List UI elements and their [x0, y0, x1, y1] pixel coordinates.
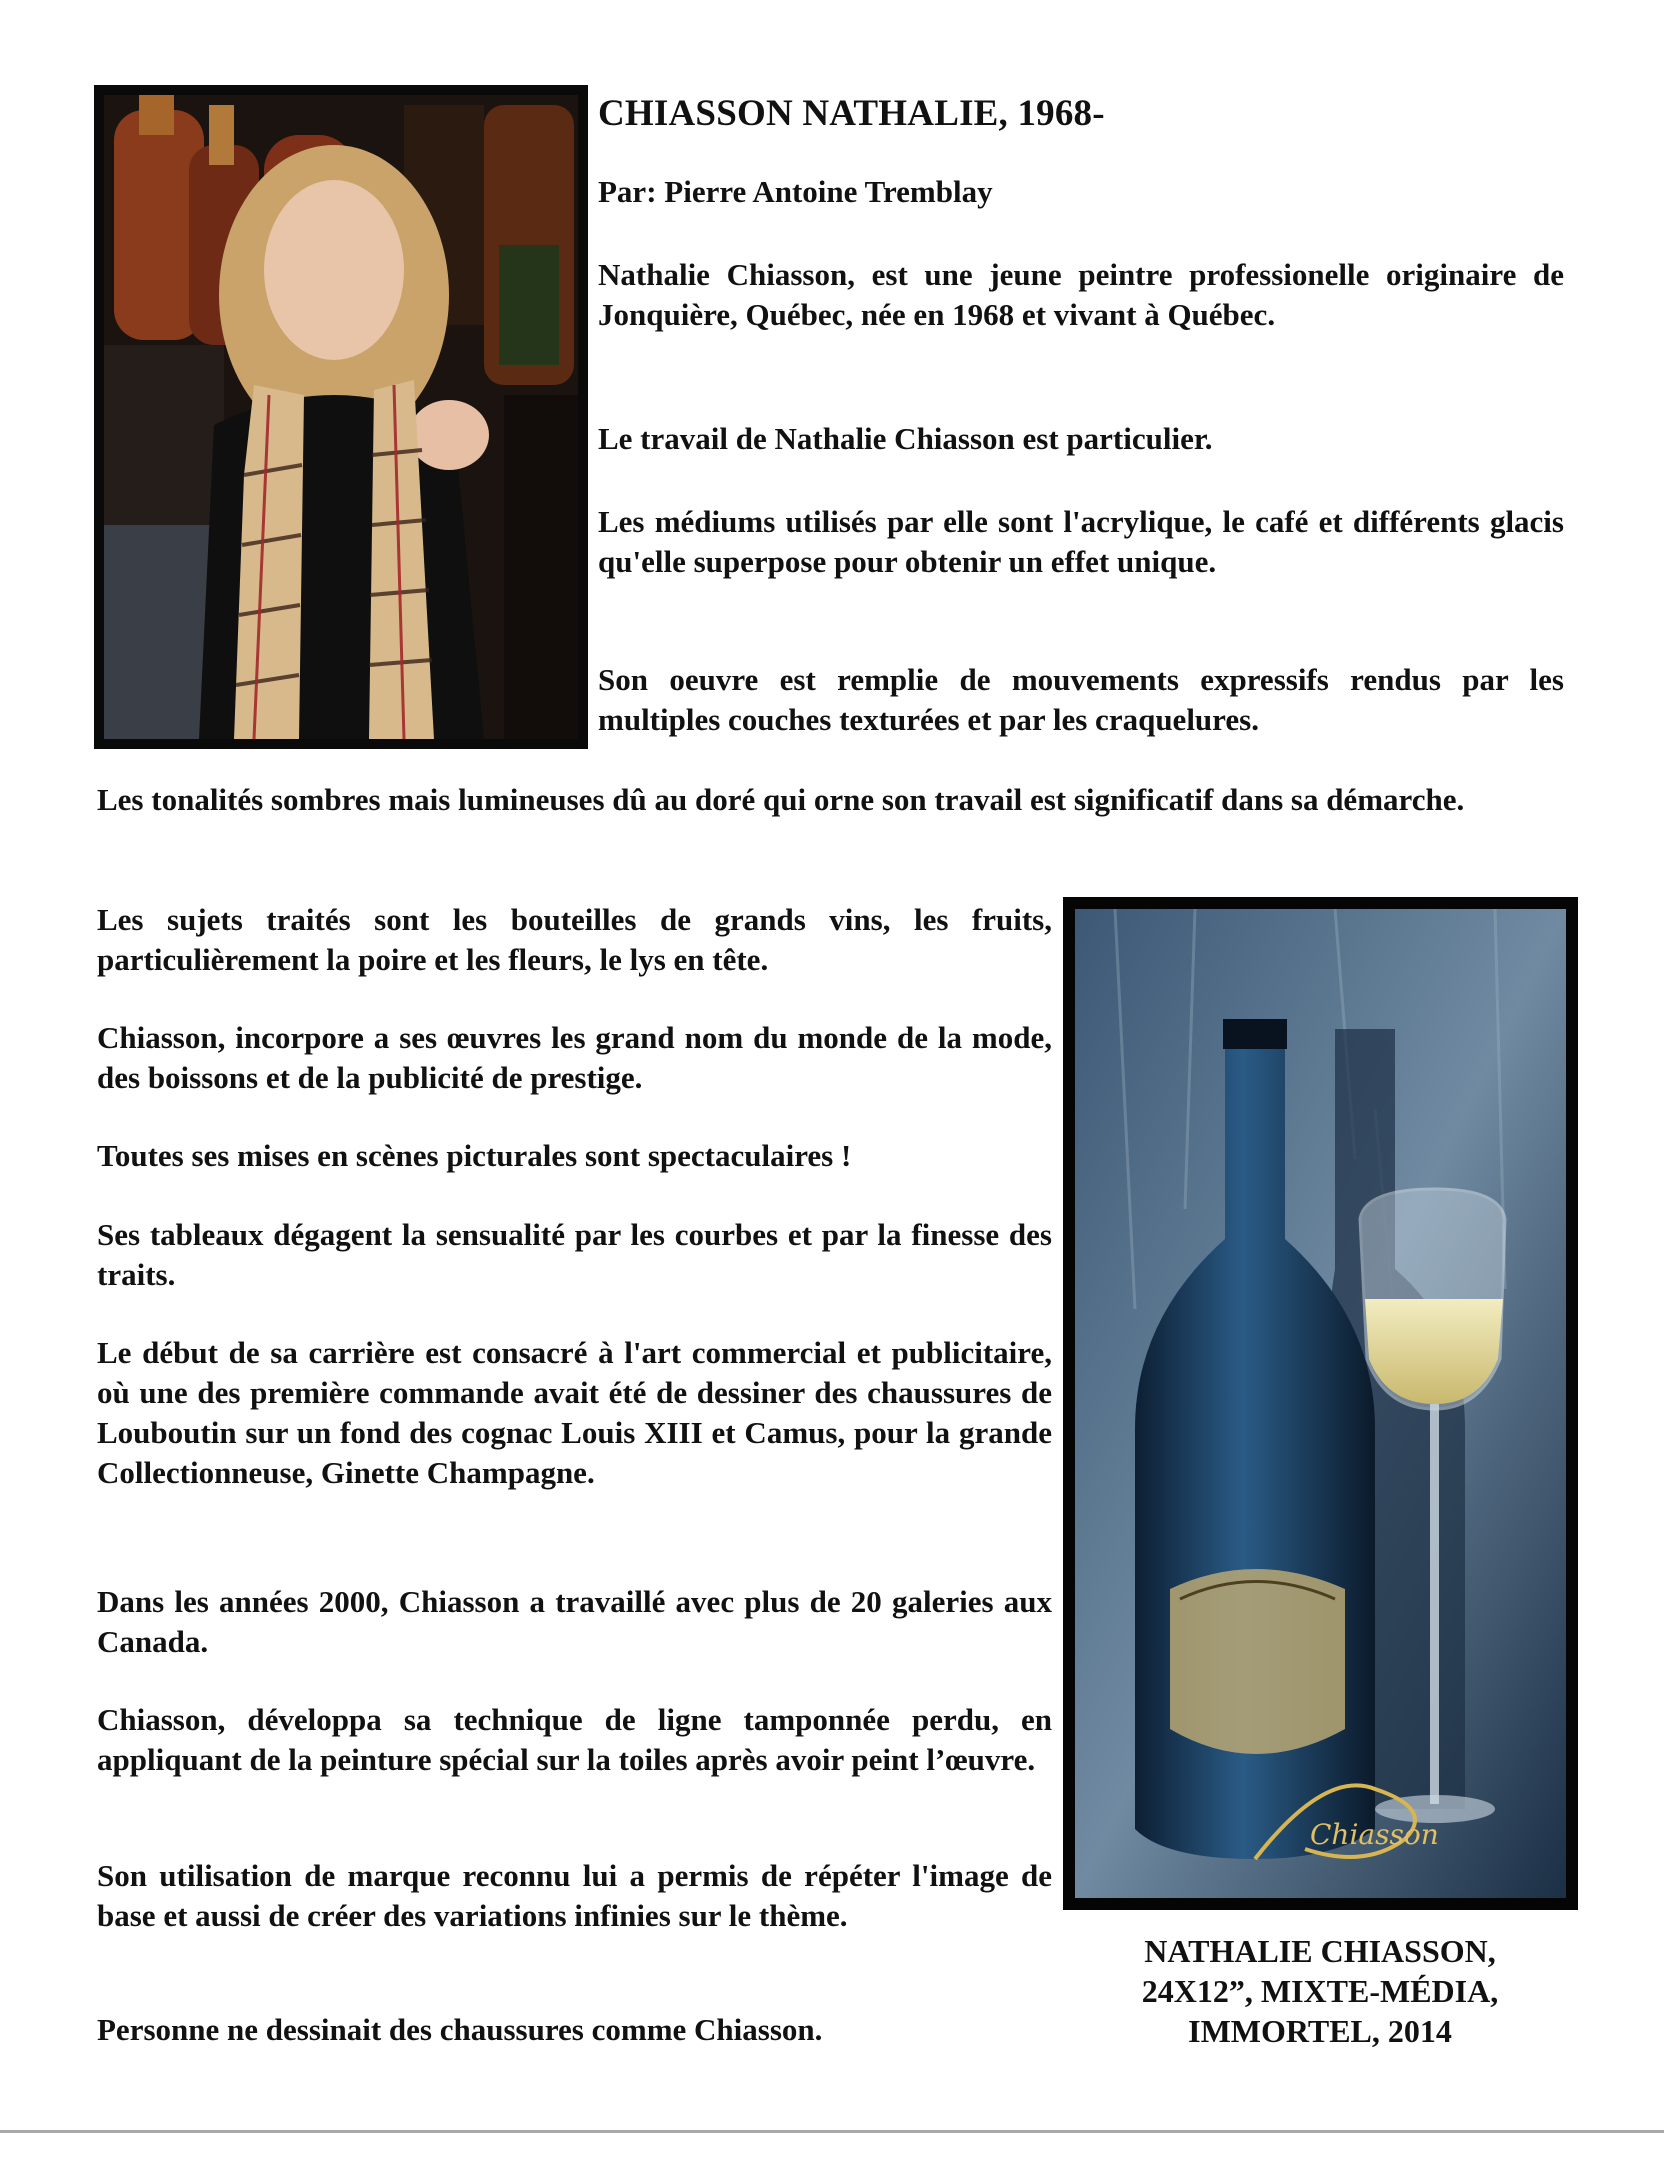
paragraph-1: Nathalie Chiasson, est une jeune peintre professionelle originaire de Jonquière, Québec, née en 1968 et vivant à Québec.: [598, 257, 1564, 332]
caption-line-2: 24X12”, MIXTE-MÉDIA,: [1141, 1973, 1499, 2009]
byline: Par: Pierre Antoine Tremblay: [598, 174, 993, 209]
paragraph-4: Son oeuvre est remplie de mouvements expressifs rendus par les multiples couches texturées et par les craquelures.: [598, 662, 1564, 737]
paragraph-14: Personne ne dessinait des chaussures comme Chiasson.: [97, 2012, 823, 2047]
paragraph-2: Le travail de Nathalie Chiasson est particulier.: [598, 421, 1213, 456]
article-title: CHIASSON NATHALIE, 1968-: [598, 93, 1105, 134]
painting-signature: Chiasson: [1310, 1818, 1439, 1851]
paragraph-11: Dans les années 2000, Chiasson a travaillé avec plus de 20 galeries aux Canada.: [97, 1584, 1052, 1659]
paragraph-8: Toutes ses mises en scènes picturales sont spectaculaires !: [97, 1138, 852, 1173]
paragraph-13: Son utilisation de marque reconnu lui a permis de répéter l'image de base et aussi de créer des variations infinies sur le thème.: [97, 1858, 1052, 1933]
painting-immortel: [1063, 897, 1578, 1910]
paragraph-7: Chiasson, incorpore a ses œuvres les grand nom du monde de la mode, des boissons et de la publicité de prestige.: [97, 1020, 1052, 1095]
painting-image: [1075, 909, 1566, 1898]
paragraph-6: Les sujets traités sont les bouteilles de grands vins, les fruits, particulièrement la poire et les fleurs, le lys en tête.: [97, 902, 1052, 977]
paragraph-3: Les médiums utilisés par elle sont l'acrylique, le café et différents glacis qu'elle superpose pour obtenir un effet unique.: [598, 504, 1564, 579]
painting-caption: [1040, 1931, 1600, 2051]
paragraph-9: Ses tableaux dégagent la sensualité par les courbes et par la finesse des traits.: [97, 1217, 1052, 1292]
artist-portrait-photo: [94, 85, 588, 749]
paragraph-12: Chiasson, développa sa technique de ligne tamponnée perdu, en appliquant de la peinture spécial sur la toiles après avoir peint l’œuvre.: [97, 1702, 1052, 1777]
portrait-image: [104, 95, 578, 739]
page-bottom-rule: [0, 2130, 1664, 2133]
paragraph-10: Le début de sa carrière est consacré à l'art commercial et publicitaire, où une des première commande avait été de dessiner des chaussures de Louboutin sur un fond des cognac Louis XIII et Camus, pour la grande Collectionneuse, Ginette Champagne.: [97, 1335, 1052, 1490]
paragraph-5: Les tonalités sombres mais lumineuses dû au doré qui orne son travail est significatif dans sa démarche.: [97, 782, 1465, 817]
caption-line-1: NATHALIE CHIASSON,: [1144, 1933, 1496, 1969]
caption-line-3: IMMORTEL, 2014: [1188, 2013, 1452, 2049]
